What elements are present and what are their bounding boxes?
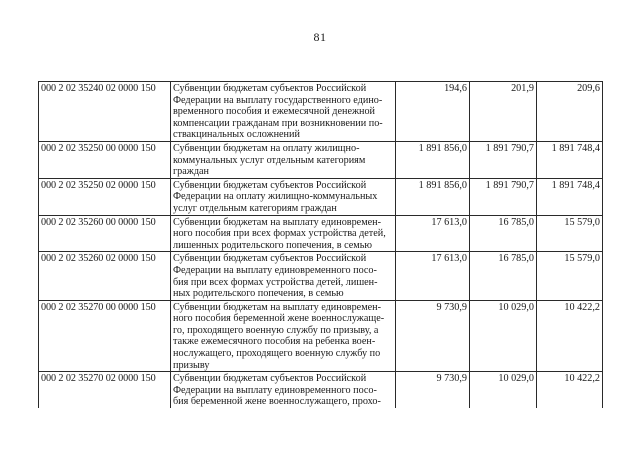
description-cell bbox=[171, 252, 396, 300]
amount-year3-cell: 10 422,2 bbox=[537, 300, 603, 372]
amount-year3-cell: 1 891 748,4 bbox=[537, 178, 603, 215]
description-line: ного пособия при всех формах устройства детей, bbox=[173, 228, 386, 240]
amount-year1-cell: 9 730,9 bbox=[396, 300, 470, 372]
description-line: Субвенции бюджетам на выплату единовремен- bbox=[173, 216, 382, 228]
budget-code-cell: 000 2 02 35270 02 0000 150 bbox=[39, 372, 171, 408]
description-cell bbox=[171, 141, 396, 178]
description-line: Субвенции бюджетам субъектов Российской bbox=[173, 179, 367, 191]
budget-table bbox=[38, 81, 603, 408]
description-line: бия при всех формах устройства детей, лишен- bbox=[173, 276, 378, 288]
description-cell bbox=[171, 300, 396, 372]
description-line: Субвенции бюджетам субъектов Российской bbox=[173, 83, 367, 94]
amount-year2-cell: 201,9 bbox=[470, 82, 537, 142]
table-row bbox=[39, 141, 603, 178]
amount-year3-cell: 15 579,0 bbox=[537, 252, 603, 300]
description-line: Субвенции бюджетам субъектов Российской bbox=[173, 253, 367, 265]
description-line: нослужащего, проходящего военную службу по bbox=[173, 348, 381, 360]
amount-year2-cell: 1 891 790,7 bbox=[470, 178, 537, 215]
description-line: Федерации на оплату жилищно-коммунальных bbox=[173, 191, 378, 203]
description-line: Федерации на выплату единовременного посо- bbox=[173, 384, 377, 396]
amount-year2-cell: 16 785,0 bbox=[470, 252, 537, 300]
amount-year3-cell: 15 579,0 bbox=[537, 215, 603, 252]
budget-code-cell: 000 2 02 35250 00 0000 150 bbox=[39, 141, 171, 178]
description-line: ного пособия беременной жене военнослужаще- bbox=[173, 313, 385, 325]
description-cell bbox=[171, 372, 396, 408]
amount-year1-cell: 9 730,9 bbox=[396, 372, 470, 408]
description-cell bbox=[171, 82, 396, 142]
amount-year2-cell: 1 891 790,7 bbox=[470, 141, 537, 178]
amount-year1-cell: 17 613,0 bbox=[396, 215, 470, 252]
table-row bbox=[39, 178, 603, 215]
budget-code-cell: 000 2 02 35260 02 0000 150 bbox=[39, 252, 171, 300]
description-line: ных родительского попечения, в семью bbox=[173, 288, 344, 300]
amount-year2-cell: 10 029,0 bbox=[470, 300, 537, 372]
budget-code-cell: 000 2 02 35240 02 0000 150 bbox=[39, 82, 171, 142]
table-row bbox=[39, 372, 603, 408]
amount-year1-cell: 1 891 856,0 bbox=[396, 178, 470, 215]
description-line: бия беременной жене военнослужащего, прохо- bbox=[173, 396, 381, 408]
table-row bbox=[39, 215, 603, 252]
budget-code-cell: 000 2 02 35250 02 0000 150 bbox=[39, 178, 171, 215]
description-line: временного пособия и ежемесячной денежной bbox=[173, 106, 375, 118]
description-line: Субвенции бюджетам на выплату единовремен- bbox=[173, 301, 382, 313]
budget-code-cell: 000 2 02 35260 00 0000 150 bbox=[39, 215, 171, 252]
amount-year1-cell: 17 613,0 bbox=[396, 252, 470, 300]
table-row bbox=[39, 300, 603, 372]
description-cell bbox=[171, 215, 396, 252]
budget-code-cell: 000 2 02 35270 00 0000 150 bbox=[39, 300, 171, 372]
table-body bbox=[39, 82, 603, 409]
amount-year3-cell: 1 891 748,4 bbox=[537, 141, 603, 178]
description-line: также ежемесячного пособия на ребенка воен- bbox=[173, 336, 376, 348]
description-line: ствакцинальных осложнений bbox=[173, 129, 300, 141]
amount-year1-cell: 1 891 856,0 bbox=[396, 141, 470, 178]
amount-year3-cell: 209,6 bbox=[537, 82, 603, 142]
description-line: услуг отдельным категориям граждан bbox=[173, 202, 337, 214]
table-row bbox=[39, 252, 603, 300]
amount-year1-cell: 194,6 bbox=[396, 82, 470, 142]
amount-year3-cell: 10 422,2 bbox=[537, 372, 603, 408]
table-row bbox=[39, 82, 603, 142]
description-line: Федерации на выплату единовременного посо- bbox=[173, 264, 377, 276]
description-line: го, проходящего военную службу по призыву, а bbox=[173, 324, 379, 336]
description-cell bbox=[171, 178, 396, 215]
description-line: призыву bbox=[173, 359, 210, 371]
description-line: коммунальных услуг отдельным категориям bbox=[173, 154, 366, 166]
description-line: компенсации гражданам при возникновении по- bbox=[173, 117, 383, 129]
description-line: граждан bbox=[173, 166, 209, 178]
amount-year2-cell: 16 785,0 bbox=[470, 215, 537, 252]
description-line: Субвенции бюджетам на оплату жилищно- bbox=[173, 142, 360, 154]
description-line: Федерации на выплату государственного едино- bbox=[173, 94, 383, 106]
description-line: лишенных родительского попечения, в семью bbox=[173, 239, 372, 251]
page-number: 81 bbox=[313, 30, 327, 44]
description-line: Субвенции бюджетам субъектов Российской bbox=[173, 373, 367, 385]
amount-year2-cell: 10 029,0 bbox=[470, 372, 537, 408]
